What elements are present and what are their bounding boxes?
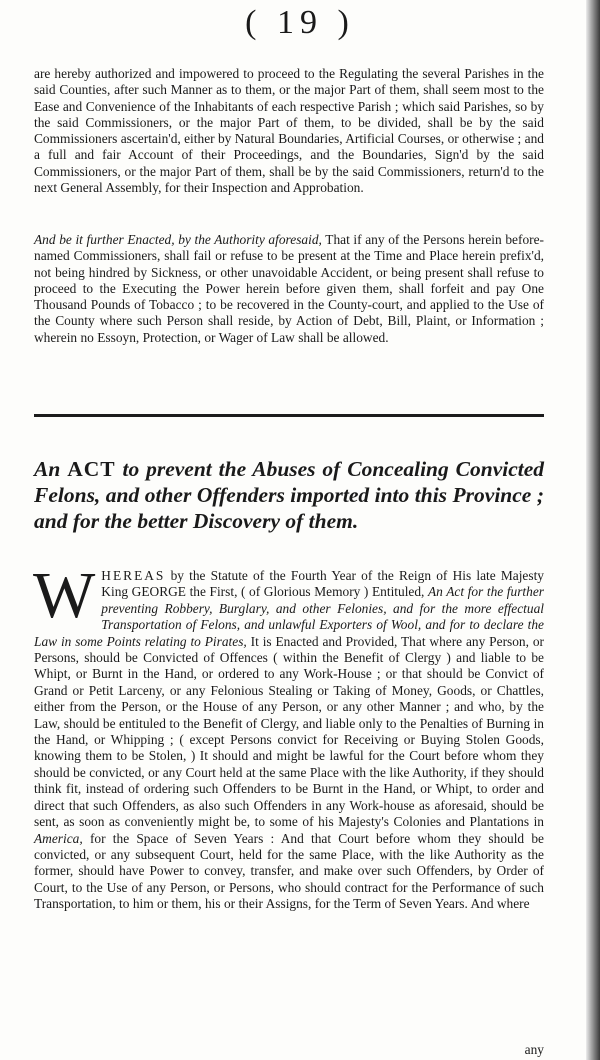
paragraph-regulating-parishes: are hereby authorized and impowered to proceed to the Regulating the several Parishes in the said Counties, after such Manner as to them, or the major Part of them, shall seem most to the Ease and Convenience of the Inhabitants of each respective Parish ; which said Parishes, so by the said Commissioners, or the major Part of them, to be divided, shall be by the said Commissioners ascertain'd, either by Natural Boundaries, Artificial Courses, or otherwise ; and a full and fair Account of their Proceedings, and the Boundaries, Sign'd by the said Commissioners, or the major Part of them, shall be by the said Commissioners, return'd to the next General Assembly, for their Inspection and Approbation. (34, 66, 544, 196)
paragraph-commissioners-penalty (34, 232, 544, 346)
king-name: GEORGE (131, 584, 186, 600)
america-word: America, (34, 830, 83, 846)
page-binding-shadow (586, 0, 600, 1060)
section-divider-rule (34, 414, 544, 417)
page-number: ( 19 ) (245, 4, 355, 41)
paragraph-body: That if any of the Persons herein before-named Commissioners, shall fail or refuse to be present at the Time and Place herein prefix'd, not being hindred by Sickness, or other unavoidable Accident, or being present shall refuse to proceed to the Executing the Power herein before given them, shall forfeit and pay One Thousand Pounds of Tobacco ; to be recovered in the County-court, and applied to the Use of the County where such Person shall reside, by Action of Debt, Bill, Plaint, or Information ; wherein no Essoyn, Protection, or Wager of Law shall be allowed. (34, 232, 544, 345)
act-title-rest: to prevent the Abuses of Concealing Convicted Felons, and other Offenders imported into this Province ; and for the better Discovery of them. (34, 457, 545, 533)
paragraph-whereas (33, 559, 544, 913)
whereas-caps: HEREAS (101, 568, 166, 583)
statute-title: An Act for the further preventing Robbery, Burglary, and other Felonies, and for the more effectual Transportation of Felons, and unlawful Exporters of Wool, and for to declare the Law in some Points relating to Pirates, (34, 584, 544, 649)
act-title-act-word: ACT (67, 457, 116, 481)
catchword: any (524, 1042, 544, 1057)
whereas-text-1: by the Statute of the Fourth Year of the Reign of His late Majesty King (101, 568, 544, 600)
act-title (34, 456, 544, 534)
drop-cap-letter: W (33, 559, 96, 632)
whereas-text-3: It is Enacted and Provided, That where any Person, or Persons, should be Convicted of Offences ( within the Benefit of Clergy ) and liable to be Whipt, or Burnt in the Hand, or ordered to any Work-House ; or that should be Convict of Grand or Petit Larceny, or any Felonious Stealing or Taking of Money, Goods, or Chattles, either from the Person, or the House of any Person, or any other Manner ; and who, by the Law, should be entituled to the Benefit of Clergy, and liable only to the Penalties of Burning in the Hand, or Whipping ; ( except Persons convict for Receiving or Buying Stolen Goods, knowing them to be Stolen, ) It should and might be lawful for the Court before whom they should be convicted, or any Court held at the same Place with the like Authority, if they should think fit, instead of ordering such Offenders to be Burnt in the Hand, or Whipt, to order and direct that such Offenders, as also such Offenders in any Work-house as aforesaid, should be sent, as soon as conveniently might be, to some of his Majesty's Colonies and Plantations in (34, 633, 544, 830)
whereas-text-4: for the Space of Seven Years : And that Court before whom they should be convicted, or any subsequent Court, held for the same Place, with the like Authority as the former, should have Power to convey, transfer, and make over such Offenders, by Order of Court, to the Use of any Person, or Persons, who should contract for the Performance of such Transportation, to him or them, his or their Assigns, for the Term of Seven Years. And where (34, 830, 544, 912)
act-title-prefix: An (34, 457, 61, 481)
whereas-text-2: the First, ( of Glorious Memory ) Entituled, (185, 584, 428, 600)
enacting-clause: And be it further Enacted, by the Authority aforesaid, (34, 232, 322, 247)
